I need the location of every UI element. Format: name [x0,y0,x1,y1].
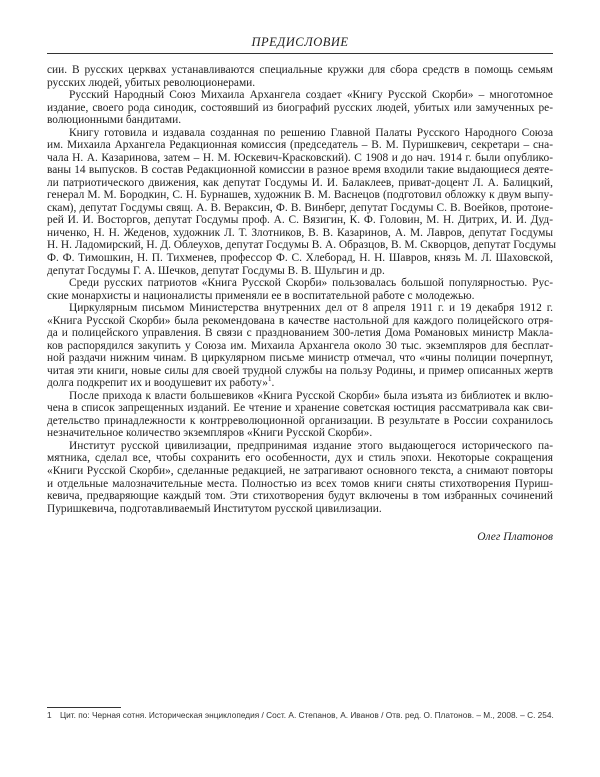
line-text: скам), депутат Госдумы свящ. А. В. Вераксин, Ф. В. Винберг, депутат Госдумы С. В. Воейков, протоие- [47,201,553,214]
line-text: волюционными бандитами. [47,114,182,127]
text-line [47,427,553,440]
text-line [47,440,553,453]
line-text: сии. В русских церквах устанавливаются специальные кружки для сбора средств в помощь семьям [47,64,553,76]
text-line [47,77,553,90]
running-header: ПРЕДИСЛОВИЕ [251,35,349,49]
line-text: им. Михаила Архангела Редакционная комиссия (председатель – В. М. Пуришкевич, секретари – сна- [47,139,553,152]
line-text: Циркулярным письмом Министерства внутренних дел от 8 апреля 1911 г. и 19 декабря 1912 г. [69,302,553,315]
text-line [47,478,553,491]
line-text: депутат Госдумы Г. А. Шечков, депутат Госдумы В. В. Шульгин и др. [47,264,385,277]
body-text [47,64,557,515]
text-line [47,490,553,503]
text-line [47,452,553,465]
footnote-rule [47,707,121,708]
line-text: мятника, сделал все, чтобы сохранить его особенности, дух и стиль эпохи. Некоторые сокращения [47,452,553,465]
line-text: кевича, предваряющие каждый том. Эти стихотворения будут включены в том избранных сочинений [47,490,553,503]
text-line [47,127,553,140]
line-text: После прихода к власти большевиков «Книга Русской Скорби» была изъята из библиотек и вклю- [69,389,553,402]
text-line [47,189,553,202]
text-line [47,352,553,365]
text-line [47,114,553,127]
line-text: долга подкрепит их и воодушевит их работу» [47,377,268,390]
line-text: ков распорядился закупить у Союза им. Михаила Архангела около 30 тыс. экземпляров для бесплат- [47,339,553,352]
text-line [47,315,553,328]
author-signature: Олег Платонов [477,531,553,543]
line-text: незначительное количество экземпляров «Книги Русской Скорби». [47,427,373,440]
text-line [47,177,553,190]
line-text: чена в список запрещенных изданий. Ее чтение и хранение советская юстиция рассматривала как сви- [47,402,553,415]
text-line [47,277,553,290]
text-line [47,139,553,152]
text-line [47,252,553,265]
line-text: Институт русской цивилизации, предпринимая издание этого выдающегося исторического па- [69,439,553,452]
line-text: «Книга Русской Скорби» была рекомендована в качестве настольной для каждого полицейского отря- [47,314,553,327]
text-line [47,402,553,415]
text-line [47,89,553,102]
footnote-ref[interactable]: 1 [267,375,272,384]
line-text: Пуришкевича, подготавливаемый Институтом русской цивилизации. [47,502,382,515]
text-line [47,239,557,252]
line-text: ниченко, Н. Н. Жеденов, художник Л. Т. Злотников, В. В. Казаринов, А. М. Лавров, депутат Госдумы [47,226,553,239]
text-line [47,503,553,516]
footnote [47,710,554,720]
text-line [47,390,553,403]
footnote-text: Цит. по: Черная сотня. Историческая энциклопедия / Сост. А. Степанов, А. Иванов / Отв. ред. О. Платонов. – М., 2008. – С. 254. [60,710,554,720]
footnote-number: 1 [47,710,52,720]
line-text: и отдельные малозначительные места. Полностью из всех томов книги сняты стихотворения Пуриш- [47,477,553,490]
text-line [47,302,553,315]
line-text: да и полицейского управления. В связи с празднованием 300-летия Дома Романовых министр Макла- [47,327,553,340]
text-line [47,340,553,353]
line-text: чала Н. А. Казаринова, затем – Н. М. Юскевич-Красковский). С 1908 и до нач. 1914 г. были опублико- [47,151,553,164]
line-text: ваны 14 выпусков. В состав Редакционной комиссии в разное время входили такие выдающиеся деяте- [47,164,553,177]
line-text: ной раздачи нижним чинам. В циркулярном письме министр отмечал, что «чины полиции почерпнут, [47,352,553,365]
line-text: рей И. И. Восторгов, депутат Госдумы проф. А. С. Вязигин, К. Ф. Головин, М. Н. Дитрих, И. И. Дуд- [47,214,553,227]
text-line [47,152,553,165]
line-text: генерал М. М. Бородкин, С. Н. Бурнашев, художник В. М. Васнецов (подготовил обложку к двум выпу- [47,189,553,202]
text-line [47,327,553,340]
text-line [47,64,553,77]
header-rule [47,53,553,54]
line-text: читая эти книги, новые силы для своей трудной службы на пользу Родины, и пример описанных жертв [47,364,553,377]
line-text: Н. Н. Ладомирский, Н. Д. Облеухов, депутат Госдумы В. А. Образцов, В. М. Скворцов, депутат Госдумы [47,239,557,252]
text-line [47,290,553,303]
text-line [47,365,553,378]
line-text: русских людей, убитых революционерами. [47,76,256,89]
text-line [47,202,553,215]
line-text: детельство принадлежности к контрреволюционной организации. В результате в России сохранилось [47,414,553,427]
line-text: издание, своего рода синодик, состоявший из биографий русских людей, убитых или замученных ре- [47,101,553,114]
line-text: Русский Народный Союз Михаила Архангела создает «Книгу Русской Скорби» – многотомное [69,89,553,102]
text-line [47,465,553,478]
line-text: ские монархисты и националисты применяли ее в воспитательной работе с молодежью. [47,289,475,302]
line-text: Среди русских патриотов «Книга Русской Скорби» пользовалась большой популярностью. Рус- [69,277,553,290]
line-text: Книгу готовила и издавала созданная по решению Главной Палаты Русского Народного Союза [69,126,553,139]
text-line [47,227,553,240]
text-line [47,102,553,115]
text-line [47,214,553,227]
line-text: ли патриотического движения, как депутат Госдумы И. И. Балаклеев, приват-доцент Л. А. Балицкий, [47,176,553,189]
text-line [47,265,553,278]
text-line [47,415,553,428]
text-line: долга подкрепит их и воодушевит их работу»$^1$. [47,375,275,390]
text-line [47,164,553,177]
line-text: Ф. Ф. Тимошкин, Н. П. Тихменев, профессор Ф. С. Хлеборад, Н. Н. Шавров, князь М. Л. Шаховской, [47,251,553,264]
line-text: «Книги Русской Скорби», сделанные редакцией, не затрагивают основного текста, а снимают повторы [47,465,553,477]
